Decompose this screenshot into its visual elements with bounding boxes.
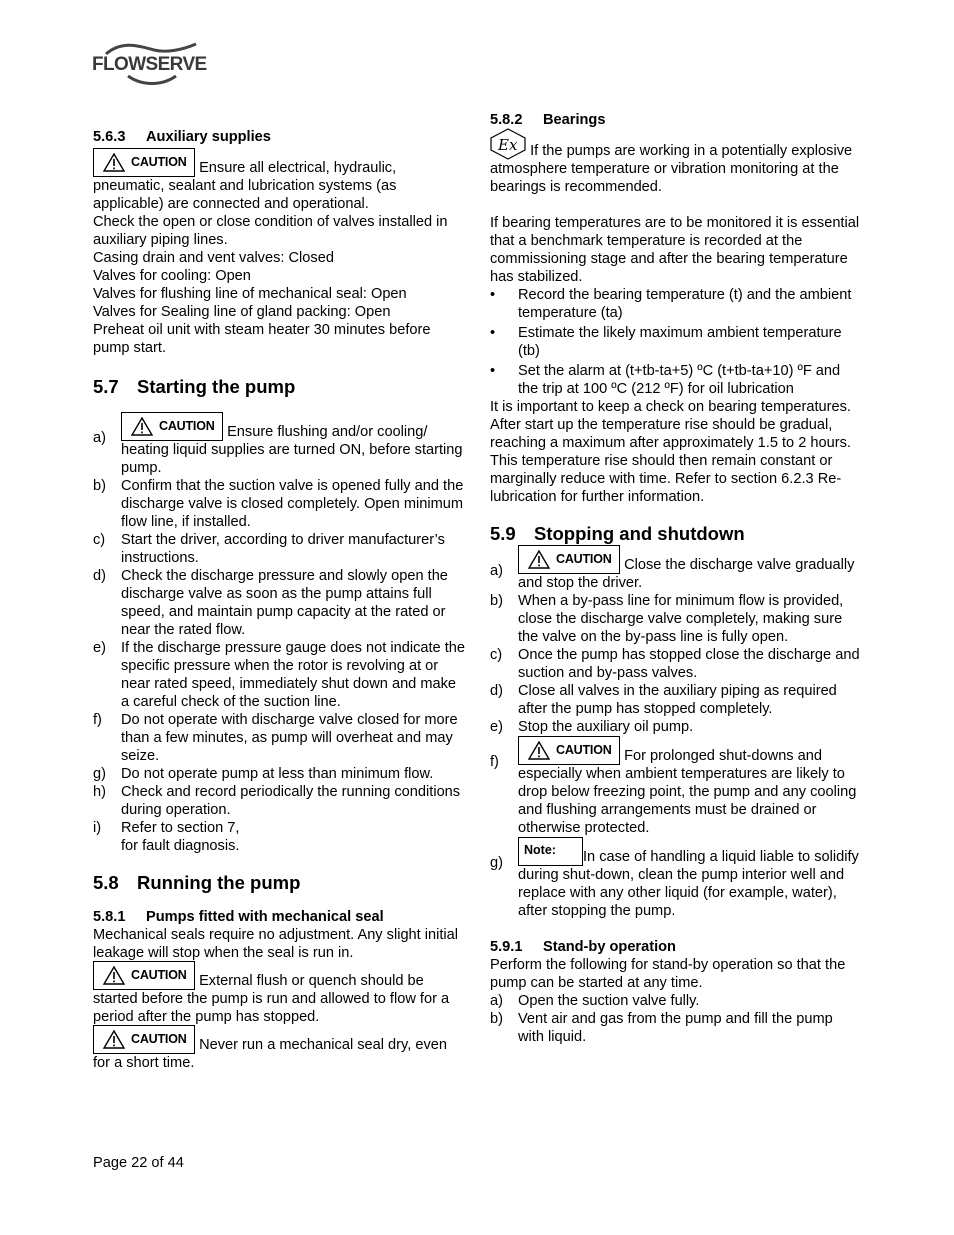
bearing-bullets (490, 286, 862, 398)
standby-steps-list (490, 992, 862, 1046)
section-5-6-3-heading: 5.6.3 Auxiliary supplies (93, 129, 271, 145)
note-box: Note: (518, 837, 583, 866)
list-item: h) Check and record periodically the running conditions during operation. (93, 784, 461, 818)
dry-run-caution-paragraph: CAUTION Never run a mechanical seal dry, even for a short time. (93, 1025, 465, 1072)
aux-line: Valves for cooling: Open (93, 268, 251, 284)
aux-line: Valves for flushing line of mechanical seal: Open (93, 286, 407, 302)
flowserve-logo (92, 42, 208, 88)
bearing-para-1: If bearing temperatures are to be monitored it is essential that a benchmark temperature is recorded at the commissioning stage and after the bearing temperature has stabilized. (490, 215, 860, 285)
bearing-para-3: This temperature rise should then remain constant or marginally reduce with time. Refer to section 6.2.3 Re-lubrication for further information. (490, 453, 842, 505)
warning-triangle-icon (103, 966, 125, 985)
list-item: e) If the discharge pressure gauge does not indicate the specific pressure when the rotor is revolving at or near rated speed, immediately shut down and make a careful check of the suction line. (93, 640, 465, 710)
section-5-8-2-heading: 5.8.2 Bearings (490, 112, 606, 128)
page-number: Page 22 of 44 (93, 1155, 184, 1171)
aux-line: Casing drain and vent valves: Closed (93, 250, 334, 266)
auxiliary-caution-paragraph: CAUTION Ensure all electrical, hydraulic, pneumatic, sealant and lubrication systems (as applicable) are connected and operational. (93, 148, 465, 213)
list-item: a) CAUTION Ensure flushing and/or cooling/ heating liquid supplies are turned ON, before starting pump. (93, 412, 465, 477)
list-item: b) Vent air and gas from the pump and fill the pump with liquid. (490, 1011, 833, 1045)
section-5-8-heading: 5.8 Running the pump (93, 872, 301, 893)
section-5-8-1-heading: 5.8.1 Pumps fitted with mechanical seal (93, 909, 384, 925)
brand-name: FLOWSERVE (92, 54, 207, 75)
warning-triangle-icon (528, 550, 550, 569)
list-item: b) When a by-pass line for minimum flow is provided, close the discharge valve completely, making sure the valve on the by-pass line is fully open. (490, 593, 844, 645)
list-item: f) CAUTION For prolonged shut-downs and especially when ambient temperatures are likely to drop below freezing point, the pump and any cooling and flushing arrangements must be drained or otherwise protected. (490, 736, 862, 837)
warning-triangle-icon (131, 417, 153, 436)
caution-box: CAUTION (93, 961, 195, 990)
aux-line: Valves for Sealing line of gland packing: Open (93, 304, 391, 320)
caution-box: CAUTION (93, 148, 195, 177)
warning-triangle-icon (528, 741, 550, 760)
list-item: g) Do not operate pump at less than minimum flow. (93, 766, 434, 782)
mechanical-seal-text: Mechanical seals require no adjustment. Any slight initial leakage will stop when the seal is run in. (93, 927, 459, 961)
list-item: a) CAUTION Close the discharge valve gradually and stop the driver. (490, 545, 862, 592)
aux-line: Preheat oil unit with steam heater 30 minutes before pump start. (93, 322, 431, 356)
left-column (93, 128, 465, 1072)
caution-box: CAUTION (121, 412, 223, 441)
list-item: b) Confirm that the suction valve is opened fully and the discharge valve is closed completely. Open minimum flow line, if installed. (93, 478, 464, 530)
caution-box: CAUTION (518, 545, 620, 574)
list-item: c) Start the driver, according to driver manufacturer’s instructions. (93, 532, 445, 566)
list-item: g) Note: In case of handling a liquid liable to solidify during shut-down, clean the pump interior well and replace with any other liquid (for example, water), after stopping the pump. (490, 837, 862, 920)
list-item: e) Stop the auxiliary oil pump. (490, 719, 694, 735)
section-5-9-heading: 5.9 Stopping and shutdown (490, 523, 745, 544)
caution-box: CAUTION (518, 736, 620, 765)
list-item: for fault diagnosis. (121, 838, 240, 854)
ex-explosion-hazard-icon (490, 128, 526, 160)
list-item: i) Refer to section 7, (93, 820, 240, 836)
section-5-9-1-heading: 5.9.1 Stand-by operation (490, 939, 676, 955)
list-item: a) Open the suction valve fully. (490, 993, 700, 1009)
bearing-para-2: It is important to keep a check on bearing temperatures. After start up the temperature rise should be gradual, reaching a maximum after approximately 1.5 to 2 hours. (490, 399, 851, 451)
list-item: d) Close all valves in the auxiliary piping as required after the pump has stopped completely. (490, 683, 837, 717)
list-item: • Record the bearing temperature (t) and the ambient temperature (ta) (490, 286, 862, 322)
aux-line: Check the open or close condition of valves installed in auxiliary piping lines. (93, 214, 448, 248)
list-item: • Estimate the likely maximum ambient temperature (tb) (490, 324, 862, 360)
warning-triangle-icon (103, 153, 125, 172)
standby-text: Perform the following for stand-by operation so that the pump can be started at any time. (490, 957, 846, 991)
external-flush-caution-paragraph: CAUTION External flush or quench should be started before the pump is run and allowed to flow for a period after the pump has stopped. (93, 961, 465, 1026)
list-item: f) Do not operate with discharge valve closed for more than a few minutes, as pump will overheat and may seize. (93, 712, 458, 764)
caution-box: CAUTION (93, 1025, 195, 1054)
list-item: • Set the alarm at (t+tb-ta+5) ºC (t+tb-ta+10) ºF and the trip at 100 ºC (212 ºF) for oil lubrication (490, 362, 862, 398)
list-item: c) Once the pump has stopped close the discharge and suction and by-pass valves. (490, 647, 860, 681)
section-5-7-heading: 5.7 Starting the pump (93, 376, 296, 397)
shutdown-steps-list (490, 545, 862, 920)
svg-text:Ex: Ex (498, 136, 518, 154)
warning-triangle-icon (103, 1030, 125, 1049)
ex-atmosphere-paragraph: Ex If the pumps are working in a potentially explosive atmosphere temperature or vibration monitoring at the bearings is recommended. (490, 128, 862, 196)
right-column (490, 111, 862, 1046)
starting-steps-list (93, 412, 465, 855)
list-item: d) Check the discharge pressure and slowly open the discharge valve as soon as the pump attains full speed, and maintain pump capacity at the rated or near the rated flow. (93, 568, 448, 638)
